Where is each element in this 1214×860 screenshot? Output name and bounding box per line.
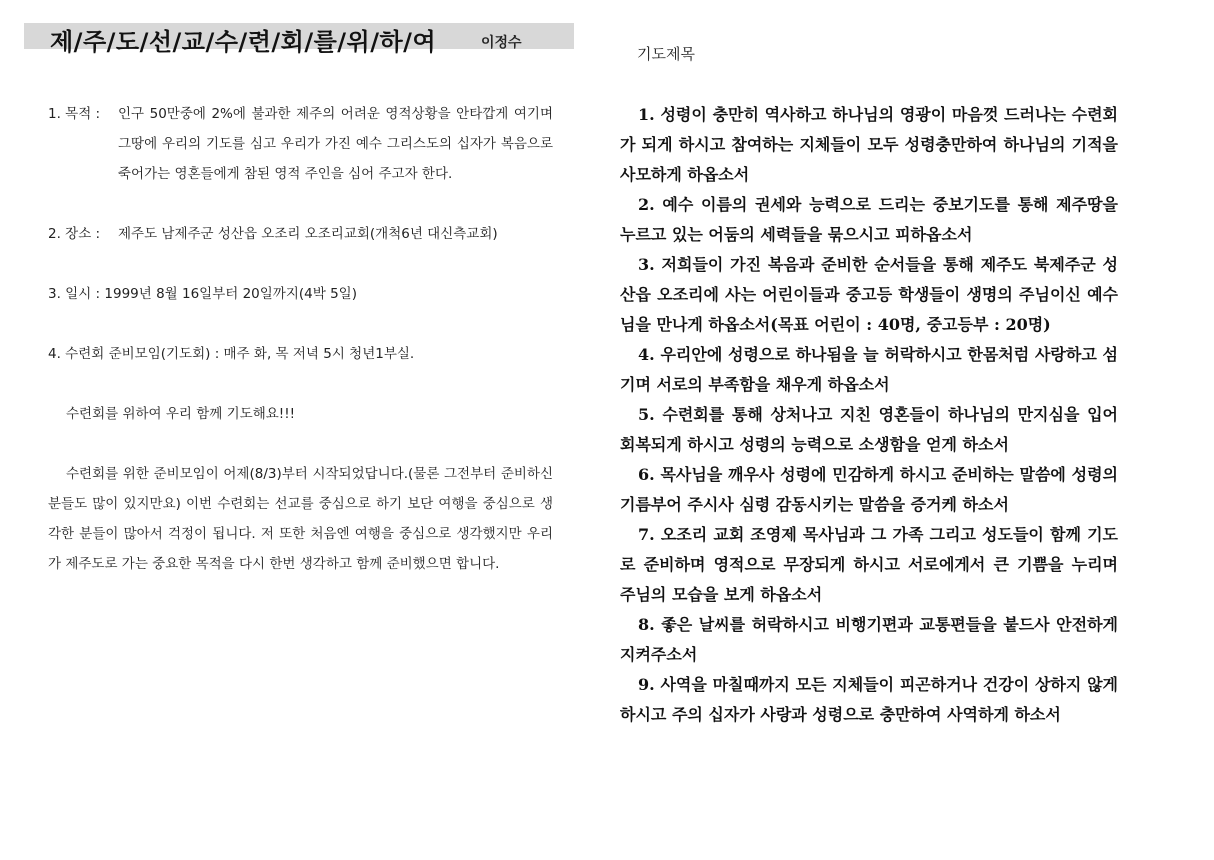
location-item [48,219,553,249]
slogan-line: 수련회를 위하여 우리 함께 기도해요!!! [66,406,296,422]
location-text: 제주도 남제주군 성산읍 오조리 오조리교회(개척6년 대신측교회) [118,226,498,242]
prayer-item-1: 1. 성령이 충만히 역사하고 하나님의 영광이 마음껏 드러나는 수련회가 되게 하시고 참여하는 지체들이 모두 성령충만하여 하나님의 기적을 사모하게 하옵소서 [620,105,1118,184]
author-name: 이정수 [481,35,522,51]
prayer-heading: 기도제목 [637,45,695,63]
prayer-item-8: 8. 좋은 날씨를 허락하시고 비행기편과 교통편들을 붙드사 안전하게 지켜주소서 [620,615,1118,664]
document-title: 제/주/도/선/교/수/련/회/를/위/하/여 [50,28,437,56]
date-line: 3. 일시 : 1999년 8월 16일부터 20일까지(4박 5일) [48,286,357,302]
prayer-item-2: 2. 예수 이름의 권세와 능력으로 드리는 중보기도를 통해 제주땅을 누르고 있는 어둠의 세력들을 묶으시고 피하옵소서 [620,195,1118,244]
prayer-item-4: 4. 우리안에 성령으로 하나됨을 늘 허락하시고 한몸처럼 사랑하고 섬기며 서로의 부족함을 채우게 하옵소서 [620,345,1118,394]
notice-paragraph: 수련회를 위한 준비모임이 어제(8/3)부터 시작되었답니다.(물론 그전부터 준비하신 분들도 많이 있지만요) 이번 수련회는 선교를 중심으로 하기 보단 여행을 중심으로 생각한 분들이 많아서 걱정이 됩니다. 저 또한 처음엔 여행을 중심으로 생각했지만 우리가 제주도로 가는 중요한 목적을 다시 한번 생각하고 함께 준비했으면 합니다. [48,466,553,572]
left-column [48,99,553,579]
prayer-item-9: 9. 사역을 마칠때까지 모든 지체들이 피곤하거나 건강이 상하지 않게 하시고 주의 십자가 사랑과 성령으로 충만하여 사역하게 하소서 [620,675,1118,724]
purpose-item [48,99,553,189]
prayer-item-5: 5. 수련회를 통해 상처나고 지친 영혼들이 하나님의 만지심을 입어 회복되게 하시고 성령의 능력으로 소생함을 얻게 하소서 [620,405,1118,454]
location-label: 2. 장소 : [48,226,101,242]
prayer-item-6: 6. 목사님을 깨우사 성령에 민감하게 하시고 준비하는 말씀에 성령의 기름부어 주시사 심령 감동시키는 말씀을 증거케 하소서 [620,465,1118,514]
meeting-line: 4. 수련회 준비모임(기도회) : 매주 화, 목 저녁 5시 청년1부실. [48,346,415,362]
purpose-text: 인구 50만중에 2%에 불과한 제주의 어려운 영적상황을 안타깝게 여기며 그땅에 우리의 기도를 심고 우리가 가진 예수 그리스도의 십자가 복음으로 죽어가는 영혼들에게 참된 영적 주인을 심어 주고자 한다. [118,106,553,182]
prayer-list [620,100,1118,730]
purpose-label: 1. 목적 : [48,106,101,122]
prayer-item-3: 3. 저희들이 가진 복음과 준비한 순서들을 통해 제주도 북제주군 성산읍 오조리에 사는 어린이들과 중고등 학생들이 생명의 주님이신 예수님을 만나게 하옵소서(목표 어린이 : 40명, 중고등부 : 20명) [620,255,1118,334]
prayer-item-7: 7. 오조리 교회 조영제 목사님과 그 가족 그리고 성도들이 함께 기도로 준비하며 영적으로 무장되게 하시고 서로에게서 큰 기쁨을 누리며 주님의 모습을 보게 하옵소서 [620,525,1118,604]
